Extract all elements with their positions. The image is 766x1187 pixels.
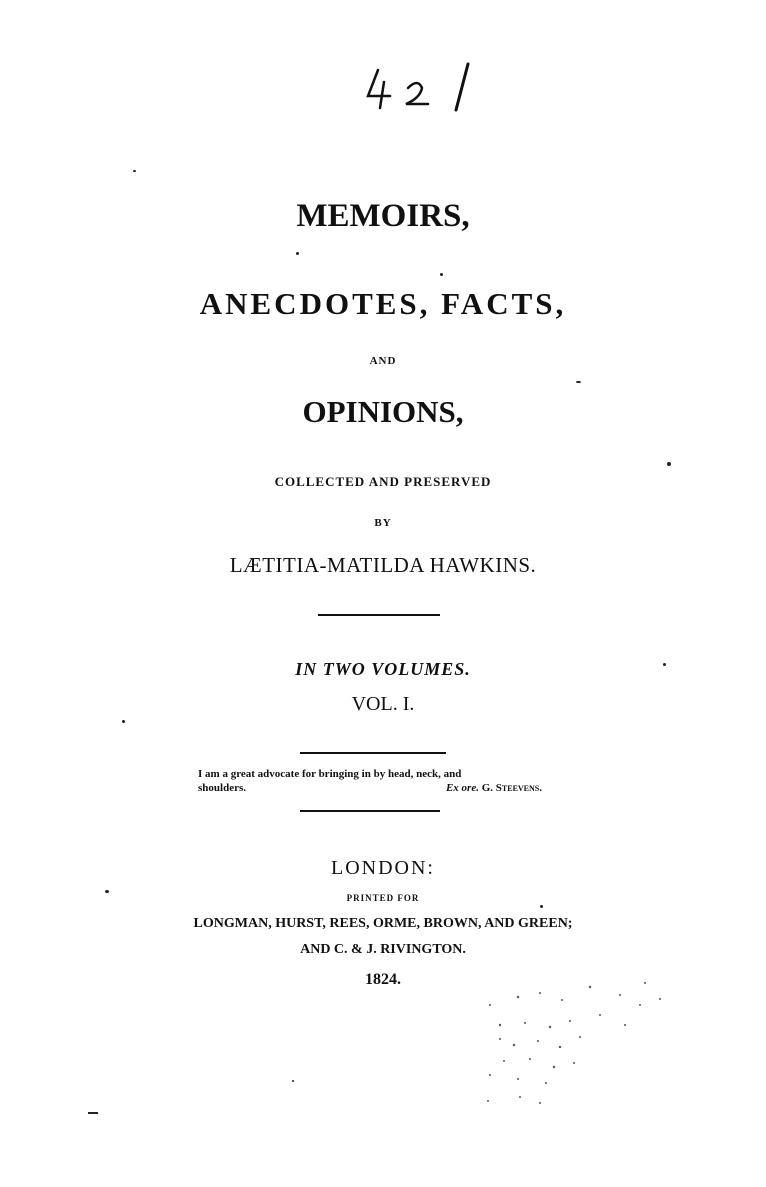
- epigraph-source-name: G. Steevens.: [481, 782, 542, 794]
- imprint-year: 1824.: [365, 971, 401, 988]
- imprint-city: LONDON:: [331, 857, 435, 879]
- title-and: AND: [369, 355, 397, 367]
- scan-speck: [576, 381, 581, 383]
- divider-rule-2: [300, 752, 446, 754]
- divider-rule-1: [318, 614, 440, 616]
- scan-speck: [292, 1080, 294, 1082]
- volumes-count: IN TWO VOLUMES.: [295, 659, 471, 679]
- scan-speck: [122, 720, 125, 723]
- scan-speck: [105, 890, 109, 893]
- divider-rule-3: [300, 810, 440, 812]
- scan-noise: [470, 975, 670, 1115]
- epigraph-line-1: I am a great advocate for bringing in by head, neck, and: [198, 768, 462, 780]
- scan-speck: [667, 462, 671, 466]
- title-opinions: OPINIONS,: [302, 394, 464, 429]
- imprint-publishers-2: AND C. & J. RIVINGTON.: [300, 942, 466, 957]
- epigraph-continuation: shoulders.: [198, 782, 246, 794]
- scan-speck: [88, 1112, 98, 1114]
- handwritten-shelfmark: [360, 60, 490, 120]
- by-line: BY: [374, 517, 392, 529]
- scan-speck: [540, 905, 543, 908]
- imprint-printed-for: PRINTED FOR: [346, 893, 420, 903]
- scan-speck: [296, 252, 299, 255]
- author-name: LÆTITIA-MATILDA HAWKINS.: [229, 553, 537, 577]
- epigraph-source-prefix: Ex ore.: [445, 782, 479, 794]
- title-memoirs: MEMOIRS,: [296, 198, 470, 234]
- title-anecdotes-facts: ANECDOTES, FACTS,: [199, 286, 567, 321]
- epigraph-line-2: [198, 781, 542, 795]
- scan-speck: [133, 170, 136, 172]
- volume-number: VOL. I.: [351, 693, 415, 715]
- scan-speck: [663, 663, 666, 666]
- scan-speck: [440, 273, 443, 276]
- epigraph-source: [446, 781, 542, 795]
- collected-line: COLLECTED AND PRESERVED: [274, 474, 492, 489]
- imprint-publishers: LONGMAN, HURST, REES, ORME, BROWN, AND GREEN;: [193, 916, 573, 931]
